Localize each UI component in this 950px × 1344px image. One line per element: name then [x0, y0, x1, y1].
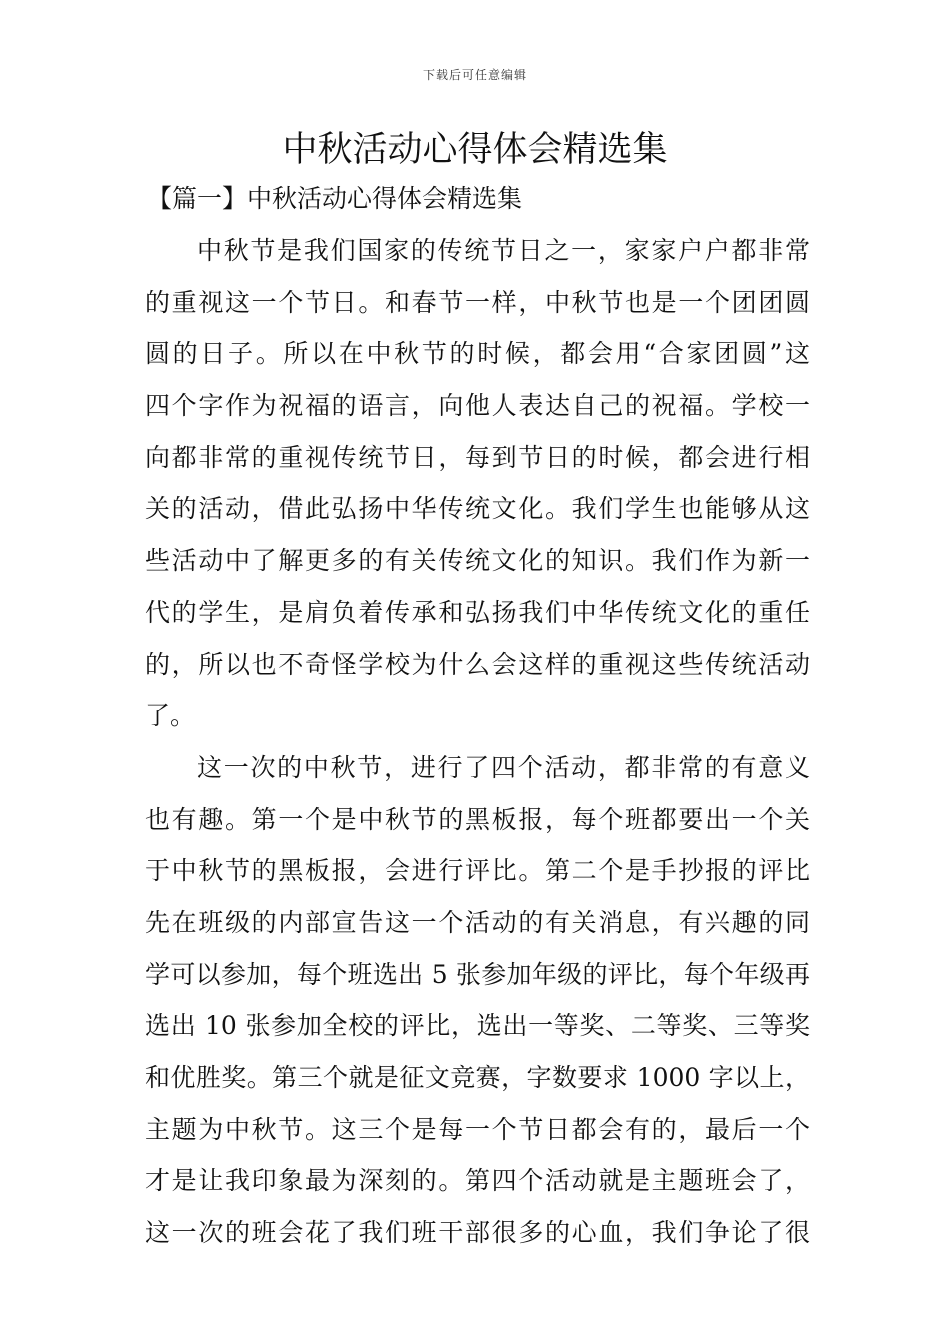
text-line: 和优胜奖。第三个就是征文竞赛，字数要求 1000 字以上， — [145, 1063, 810, 1092]
document-title: 中秋活动心得体会精选集 — [282, 130, 668, 170]
text-line: 四个字作为祝福的语言，向他人表达自己的祝福。学校一 — [145, 391, 810, 421]
body-text — [145, 225, 810, 1259]
text-line: 这一次的班会花了我们班干部很多的心血，我们争论了很 — [145, 1218, 810, 1248]
paragraph-2 — [145, 742, 810, 1259]
text-line: 选出 10 张参加全校的评比，选出一等奖、二等奖、三等奖 — [145, 1011, 810, 1041]
text-line: 也有趣。第一个是中秋节的黑板报，每个班都要出一个关 — [145, 804, 810, 834]
text-line: 这一次的中秋节，进行了四个活动，都非常的有意义 — [197, 752, 810, 782]
text-line: 关的活动，借此弘扬中华传统文化。我们学生也能够从这 — [145, 494, 810, 524]
text-line: 主题为中秋节。这三个是每一个节日都会有的，最后一个 — [145, 1114, 810, 1144]
text-line: 些活动中了解更多的有关传统文化的知识。我们作为新一 — [145, 546, 810, 576]
text-line: 学可以参加，每个班选出 5 张参加年级的评比，每个年级再 — [145, 959, 810, 989]
paragraph-1 — [145, 225, 810, 742]
text-line: 先在班级的内部宣告这一个活动的有关消息，有兴趣的同 — [145, 907, 810, 937]
text-line: 才是让我印象最为深刻的。第四个活动就是主题班会了， — [145, 1166, 810, 1196]
header-note: 下载后可任意编辑 — [422, 68, 527, 82]
text-line: 的重视这一个节日。和春节一样，中秋节也是一个团团圆 — [145, 287, 810, 317]
text-line: 向都非常的重视传统节日，每到节日的时候，都会进行相 — [145, 442, 810, 472]
text-line: 了。 — [145, 701, 196, 731]
text-line: 的，所以也不奇怪学校为什么会这样的重视这些传统活动 — [145, 649, 810, 679]
text-line: 代的学生，是肩负着传承和弘扬我们中华传统文化的重任 — [145, 597, 810, 627]
section-heading: 【篇一】中秋活动心得体会精选集 — [147, 184, 523, 213]
text-line: 于中秋节的黑板报，会进行评比。第二个是手抄报的评比 — [145, 856, 810, 886]
text-line: 圆的日子。所以在中秋节的时候，都会用“合家团圆”这 — [145, 339, 810, 369]
text-line: 中秋节是我们国家的传统节日之一，家家户户都非常 — [197, 236, 810, 265]
